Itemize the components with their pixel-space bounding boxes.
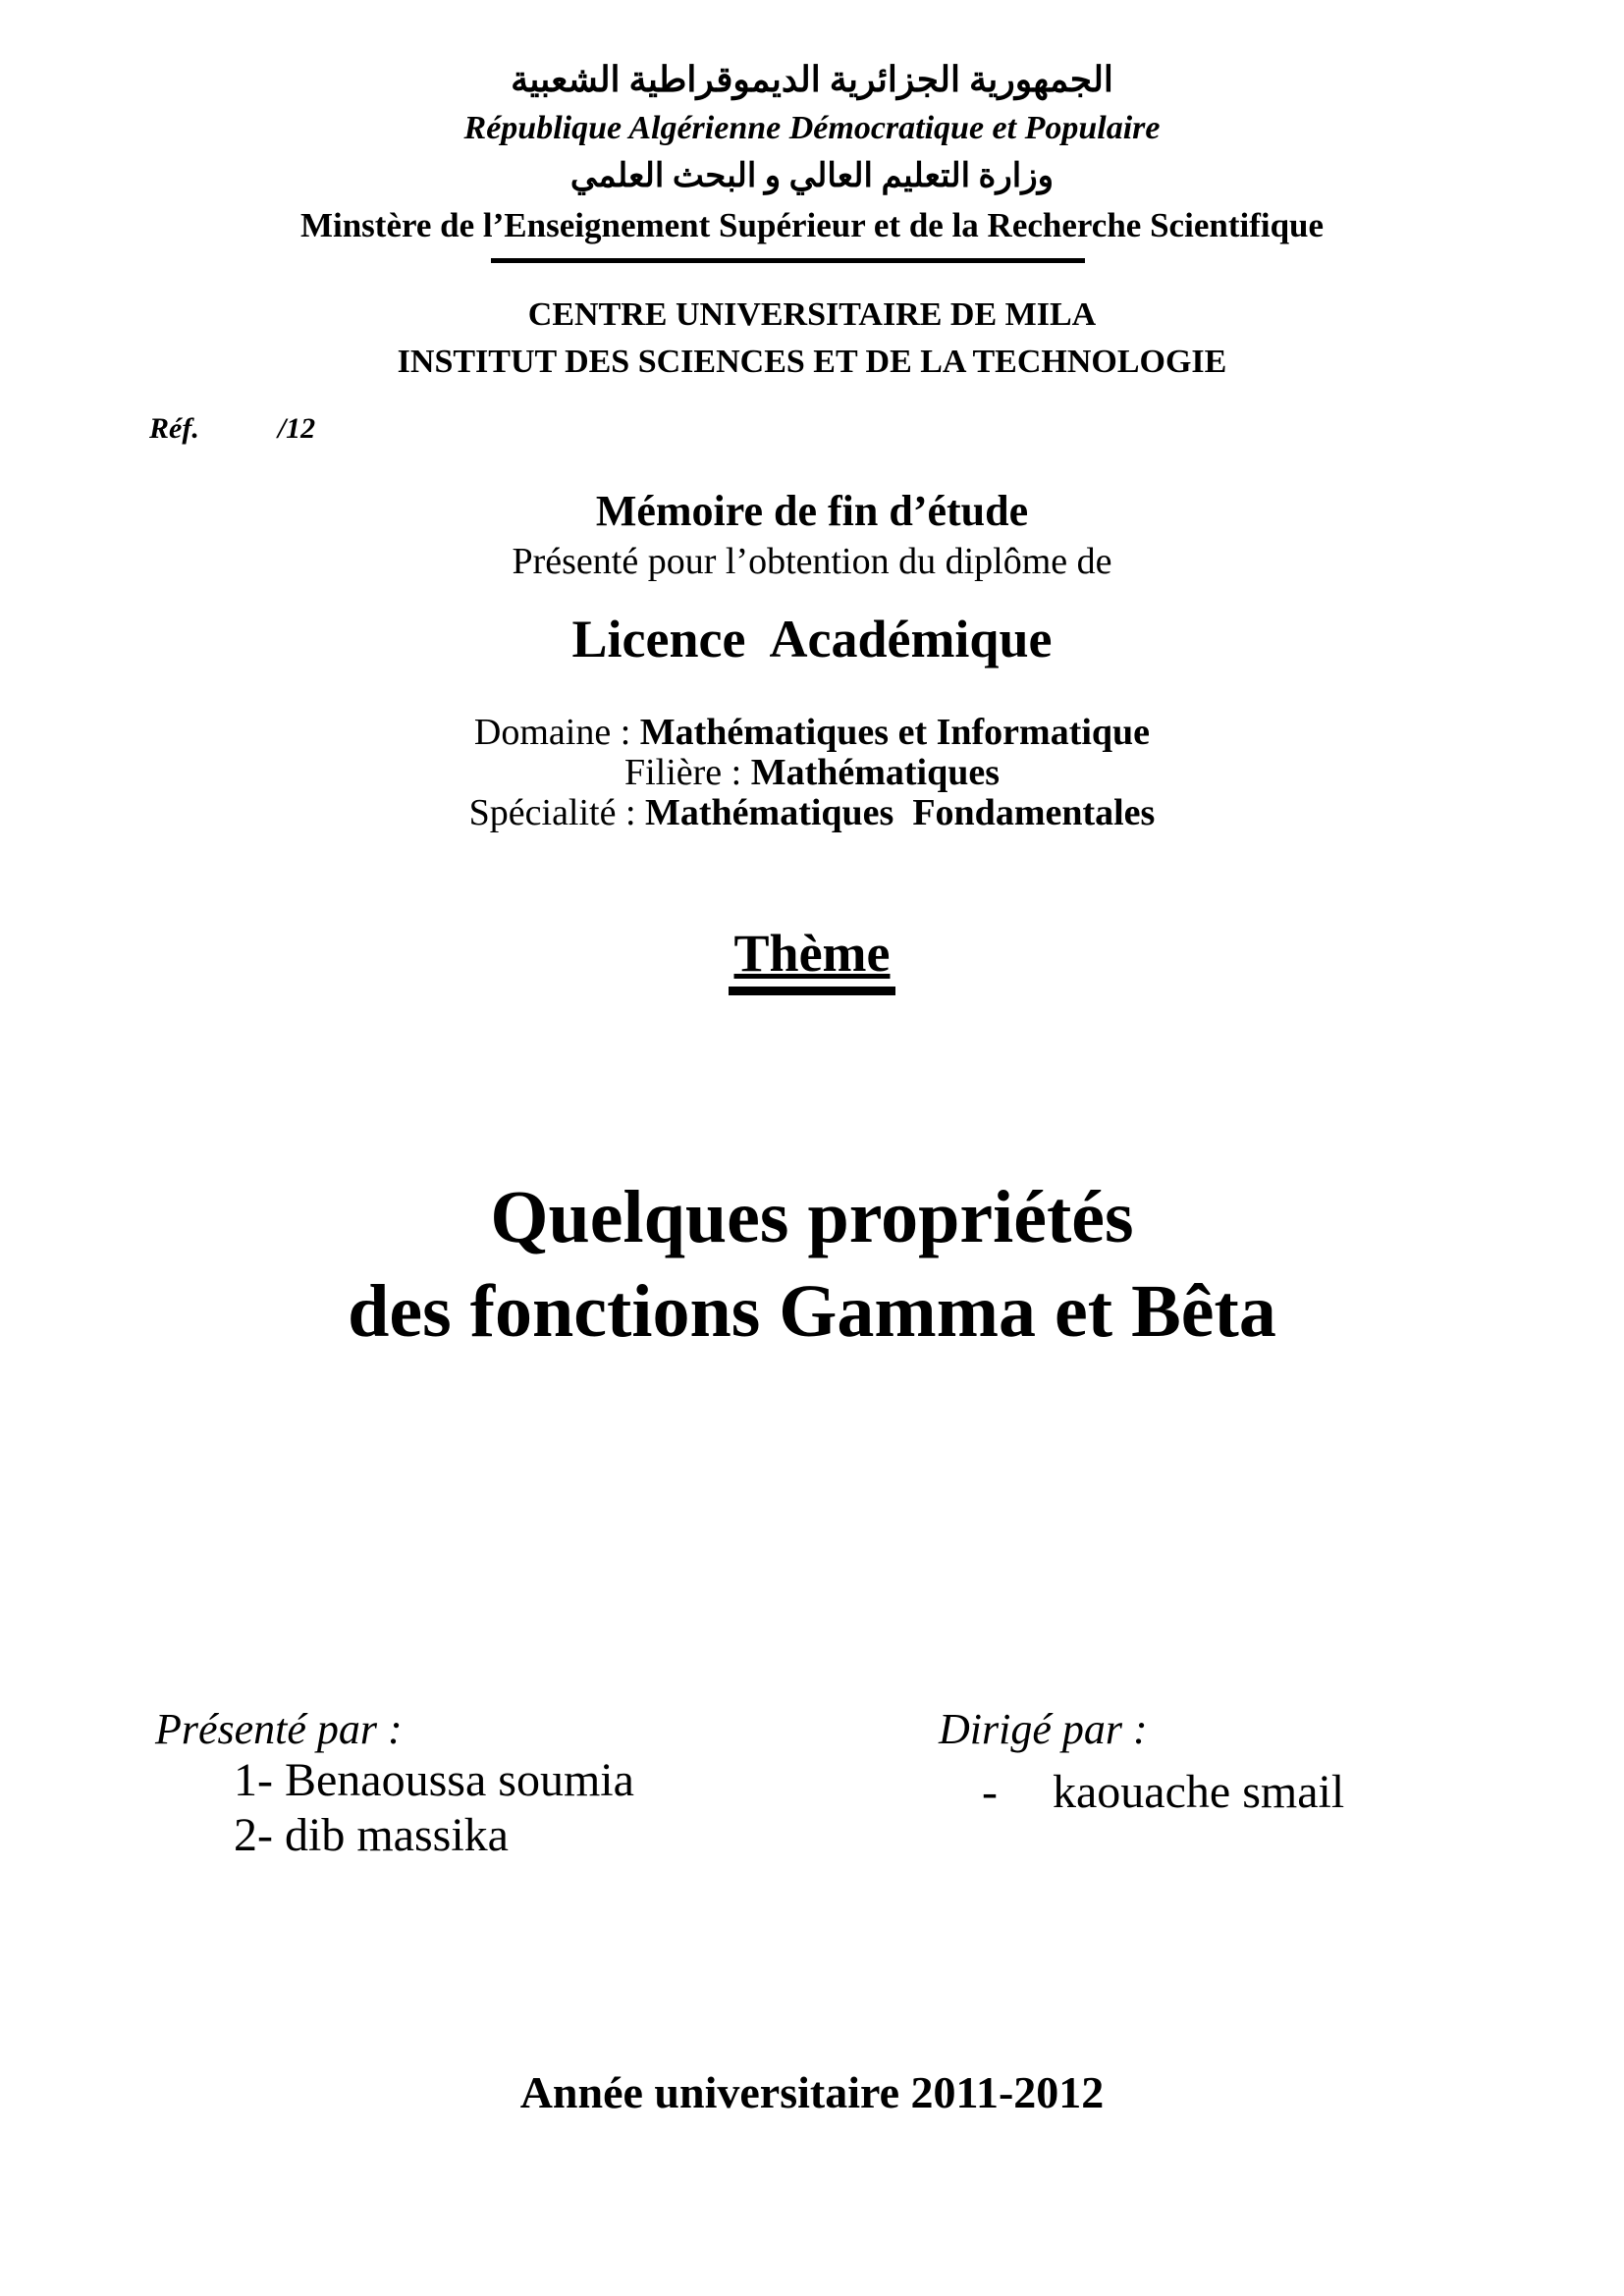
filiere-value: Mathématiques bbox=[750, 752, 1001, 793]
degree-name: Licence Académique bbox=[571, 610, 1053, 668]
french-republic-line: République Algérienne Démocratique et Populaire bbox=[463, 110, 1161, 146]
specialty-line bbox=[0, 793, 1624, 833]
institution-name-line1: CENTRE UNIVERSITAIRE DE MILA bbox=[527, 296, 1097, 333]
presented-by-column bbox=[155, 1706, 634, 1863]
reference-value: /12 bbox=[277, 412, 316, 445]
domain-value: Mathématiques et Informatique bbox=[639, 712, 1151, 753]
filiere-label: Filière : bbox=[623, 752, 742, 793]
reference-row bbox=[149, 412, 315, 446]
presenter-item: 2- dib massika bbox=[234, 1809, 509, 1861]
directed-by-label: Dirigé par : bbox=[939, 1705, 1148, 1753]
memoir-title: Mémoire de fin d’étude bbox=[595, 487, 1029, 535]
french-ministry-line: Minstère de l’Enseignement Supérieur et de la Recherche Scientifique bbox=[299, 206, 1325, 244]
director-line bbox=[982, 1765, 1344, 1820]
header-divider bbox=[491, 258, 1085, 263]
theme-heading: Thème bbox=[729, 925, 896, 995]
arabic-republic-line: الجمهورية الجزائرية الديموقراطية الشعبية bbox=[511, 60, 1113, 99]
presented-by-label: Présenté par : bbox=[155, 1705, 403, 1753]
memoir-subtitle: Présenté pour l’obtention du diplôme de bbox=[512, 541, 1112, 582]
thesis-title-line2: des fonctions Gamma et Bêta bbox=[348, 1270, 1276, 1353]
institutional-header bbox=[0, 54, 1624, 263]
specialty-label: Spécialité : bbox=[468, 792, 636, 833]
filiere-line bbox=[0, 753, 1624, 793]
theme-section bbox=[0, 925, 1624, 995]
academic-year: Année universitaire 2011-2012 bbox=[519, 2067, 1105, 2117]
memoir-block bbox=[0, 485, 1624, 585]
director-name: kaouache smail bbox=[1052, 1766, 1345, 1818]
domain-label: Domaine : bbox=[473, 712, 631, 753]
reference-label: Réf. bbox=[149, 412, 199, 445]
domain-line bbox=[0, 713, 1624, 753]
director-bullet: - bbox=[982, 1766, 998, 1818]
institution-name-line2: INSTITUT DES SCIENCES ET DE LA TECHNOLOGIE bbox=[397, 344, 1227, 380]
program-block bbox=[0, 713, 1624, 833]
specialty-value: Mathématiques Fondamentales bbox=[645, 792, 1156, 833]
institution-block bbox=[0, 292, 1624, 386]
arabic-ministry-line: وزارة التعليم العالي و البحث العلمي bbox=[569, 158, 1055, 194]
directed-by-column bbox=[939, 1706, 1344, 1820]
presenter-item: 1- Benaoussa soumia bbox=[234, 1754, 634, 1806]
thesis-title bbox=[0, 1170, 1624, 1359]
thesis-title-line1: Quelques propriétés bbox=[490, 1176, 1134, 1258]
